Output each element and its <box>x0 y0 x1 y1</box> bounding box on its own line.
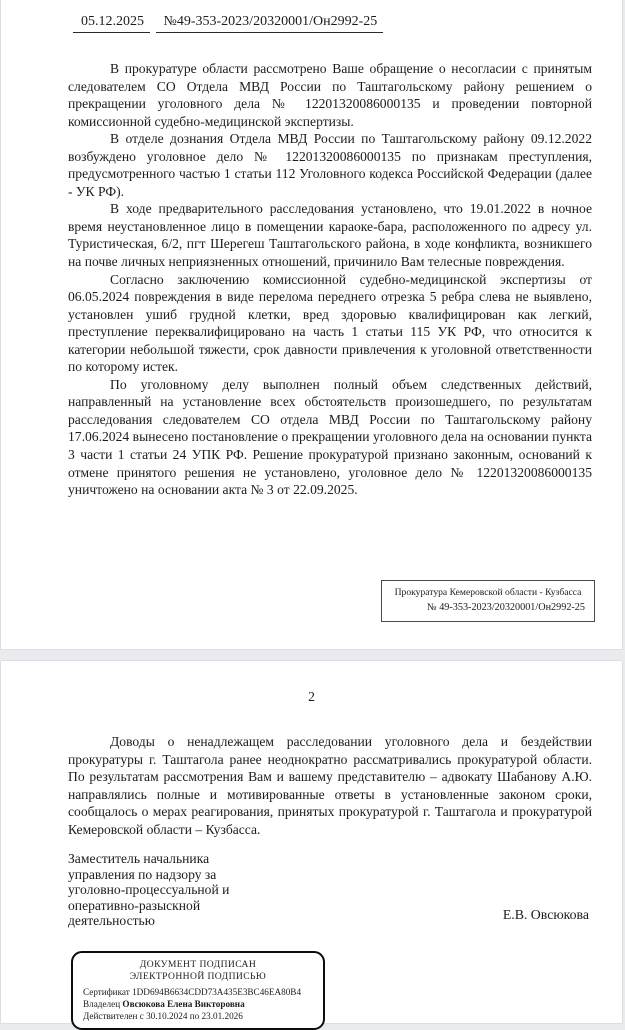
letter-body <box>68 60 592 499</box>
validity-line: Действителен с 30.10.2024 по 23.01.2026 <box>83 1011 243 1021</box>
paragraph: Согласно заключению комиссионной судебно-медицинской экспертизы от 06.05.2024 повреждения в виде перелома переднего отрезка 5 ребра слева не выявлено, установлен ушиб грудной клетки, вред здоровью квалифицирован как легкий, преступление переквалифицировано на часть 1 статьи 115 УК РФ, что относится к категории небольшой тяжести, срок давности привлечения к уголовной ответственности по которому истек. <box>68 271 592 375</box>
owner-line <box>83 998 313 1010</box>
owner-label: Владелец <box>83 999 121 1009</box>
registration-date-number-line <box>73 14 383 33</box>
document-date: 05.12.2025 <box>73 14 150 33</box>
signer-position-line: уголовно-процессуальной и <box>68 882 230 898</box>
registration-stamp <box>381 580 595 622</box>
document-page-2 <box>0 660 623 1024</box>
certificate-value: 1DD694B6634CDD73A435E3BC46EA80B4 <box>132 987 302 997</box>
paragraph: В отделе дознания Отдела МВД России по Таштагольскому району 09.12.2022 возбуждено уголовное дело № 12201320086000135 по признакам преступления, предусмотренного частью 1 статьи 112 Уголовного кодекса Российской Федерации (далее - УК РФ). <box>68 131 592 199</box>
letter-body-continued <box>68 733 592 838</box>
electronic-signature-stamp <box>71 951 325 1030</box>
signer-position-line: оперативно-разыскной <box>68 897 201 913</box>
signer-position-line: управления по надзору за <box>68 866 217 882</box>
paragraph: Доводы о ненадлежащем расследовании уголовного дела и бездействии прокуратуры г. Таштагола ранее неоднократно рассматривались прокуратурой области. По результатам рассмотрения Вам и вашему представителю – адвокату Шабанову А.Ю. направлялись полные и мотивированные ответы в установленные законом сроки, сообщалось о мерах реагирования, принятых прокуратурой г. Таштагола и прокуратурой Кемеровской области – Кузбасса. <box>68 734 592 837</box>
certificate-line <box>83 986 313 998</box>
page-number: 2 <box>308 689 315 704</box>
paragraph: По уголовному делу выполнен полный объем следственных действий, направленный на установление всех обстоятельств произошедшего, по результатам расследования следователем СО отдела МВД России по Таштагольскому району 17.06.2024 вынесено постановление о прекращении уголовного дела на основании пункта 3 части 1 статьи 24 УПК РФ. Решение прокуратурой признано законным, оснований к отмене принятого решения не установлено, уголовное дело № 12201320086000135 уничтожено на основании акта № 3 от 22.09.2025. <box>68 376 592 498</box>
signer-position-line: деятельностью <box>68 913 155 929</box>
paragraph: В ходе предварительного расследования установлено, что 19.01.2022 в ночное время неустановленное лицо в помещении караоке-бара, расположенного по адресу ул. Туристическая, 6/2, пгт Шерегеш Таштагольского района, в ходе конфликта, возникшего на почве личных неприязненных отношений, причинило Вам телесные повреждения. <box>68 201 592 270</box>
signer-name: Е.В. Овсюкова <box>502 907 589 922</box>
esign-title-line1: ДОКУМЕНТ ПОДПИСАН <box>139 959 257 970</box>
signer-position <box>68 851 318 929</box>
stamp-number: № 49-353-2023/20320001/Он2992-25 <box>426 602 585 613</box>
stamp-organization: Прокуратура Кемеровской области - Кузбасса <box>394 587 582 598</box>
signer-position-line: Заместитель начальника <box>68 851 210 866</box>
owner-name: Овсюкова Елена Викторовна <box>122 999 245 1009</box>
paragraph: В прокуратуре области рассмотрено Ваше обращение о несогласии с принятым следователем СО Отдела МВД России по Таштагольскому району решением о прекращении уголовного дела № 12201320086000135 и проведении повторной комиссионной судебно-медицинской экспертизы. <box>68 61 592 129</box>
esign-title-line2: ЭЛЕКТРОННОЙ ПОДПИСЬЮ <box>129 970 267 982</box>
certificate-label: Сертификат <box>83 987 130 997</box>
document-number: №49-353-2023/20320001/Он2992-25 <box>156 14 384 33</box>
